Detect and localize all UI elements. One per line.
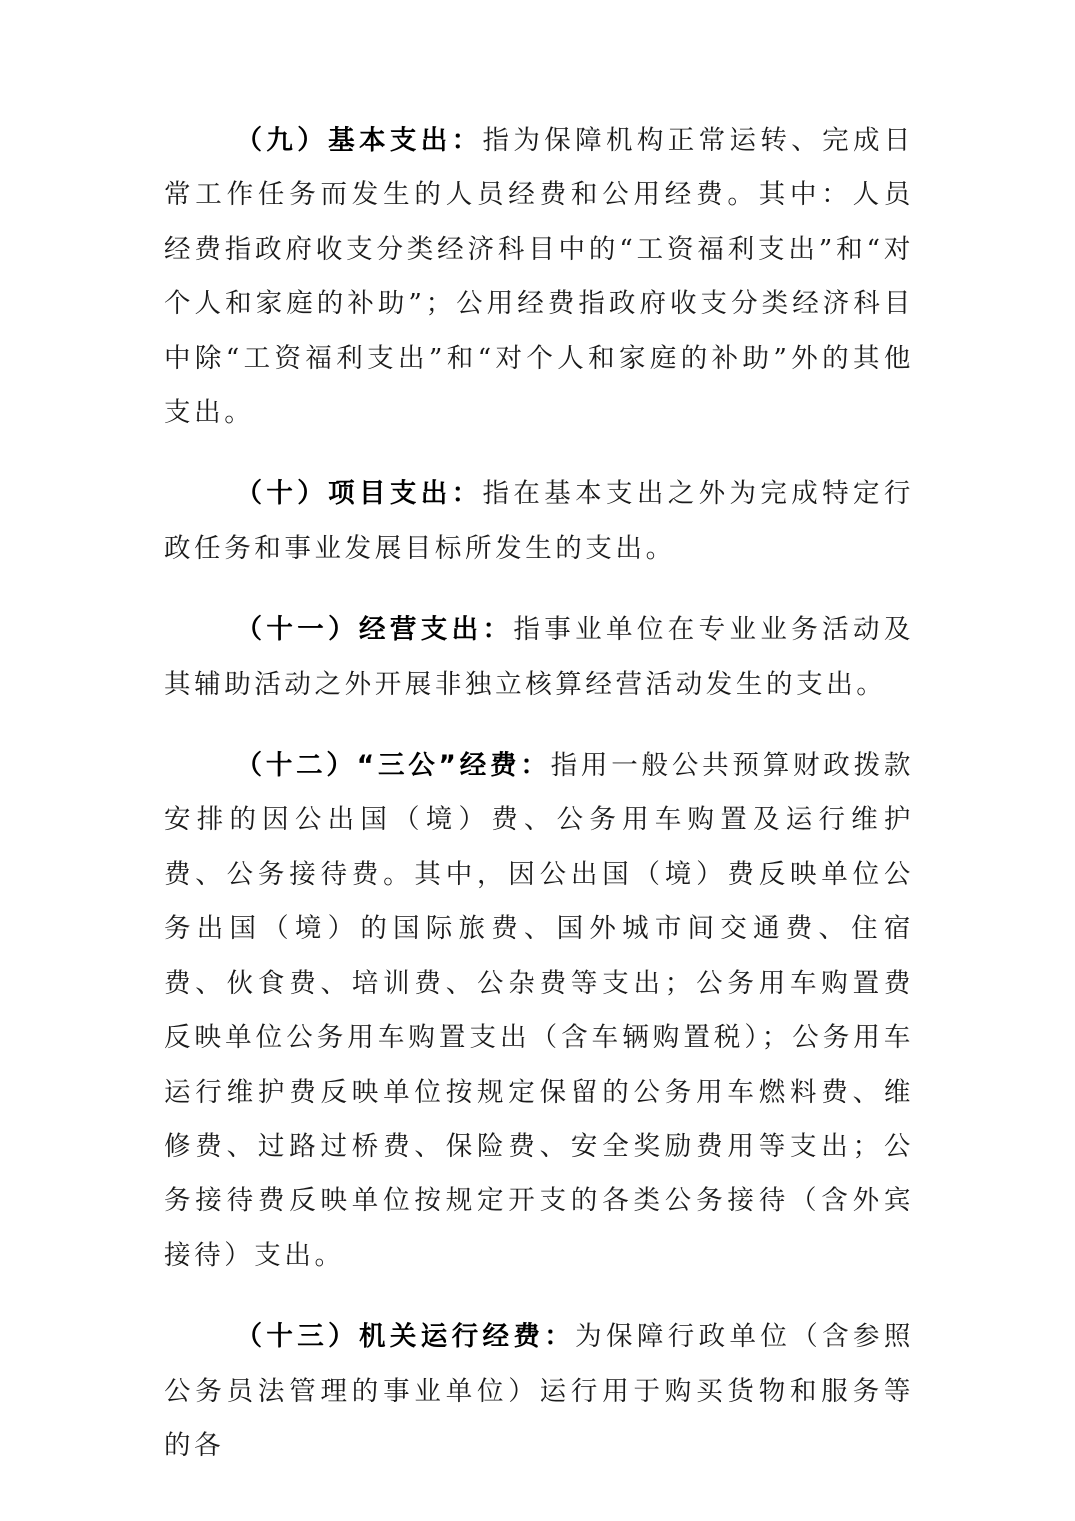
document-body — [164, 114, 914, 1473]
term-heading: （十三）机关运行经费： — [235, 1321, 576, 1353]
paragraph-project-expenditure — [164, 467, 914, 576]
term-definition: 指事业单位在专业业务活动及其辅助活动之外开展非独立核算经营活动发生的支出。 — [164, 614, 914, 700]
paragraph-agency-operating-funds — [164, 1310, 914, 1473]
term-definition: 指在基本支出之外为完成特定行政任务和事业发展目标所发生的支出。 — [164, 478, 914, 564]
term-heading: （十二）“三公”经费： — [235, 750, 551, 782]
term-definition: 指为保障机构正常运转、完成日常工作任务而发生的人员经费和公用经费。其中：人员经费指政府收支分类经济科目中的“工资福利支出”和“对个人和家庭的补助”；公用经费指政府收支分类经济科目中除“工资福利支出”和“对个人和家庭的补助”外的其他支出。 — [164, 125, 914, 429]
paragraph-operating-expenditure — [164, 603, 914, 712]
term-heading: （九）基本支出： — [235, 125, 483, 156]
term-heading: （十）项目支出： — [235, 478, 483, 510]
paragraph-basic-expenditure — [164, 114, 914, 440]
term-definition: 指用一般公共预算财政拨款安排的因公出国（境）费、公务用车购置及运行维护费、公务接待费。其中，因公出国（境）费反映单位公务出国（境）的国际旅费、国外城市间交通费、住宿费、伙食费、培训费、公杂费等支出；公务用车购置费反映单位公务用车购置支出（含车辆购置税）；公务用车运行维护费反映单位按规定保留的公务用车燃料费、维修费、过路过桥费、保险费、安全奖励费用等支出；公务接待费反映单位按规定开支的各类公务接待（含外宾接待）支出。 — [164, 750, 914, 1271]
term-definition: 为保障行政单位（含参照公务员法管理的事业单位）运行用于购买货物和服务等的各 — [164, 1321, 914, 1461]
term-heading: （十一）经营支出： — [235, 614, 514, 646]
paragraph-three-public-expenses — [164, 739, 914, 1283]
